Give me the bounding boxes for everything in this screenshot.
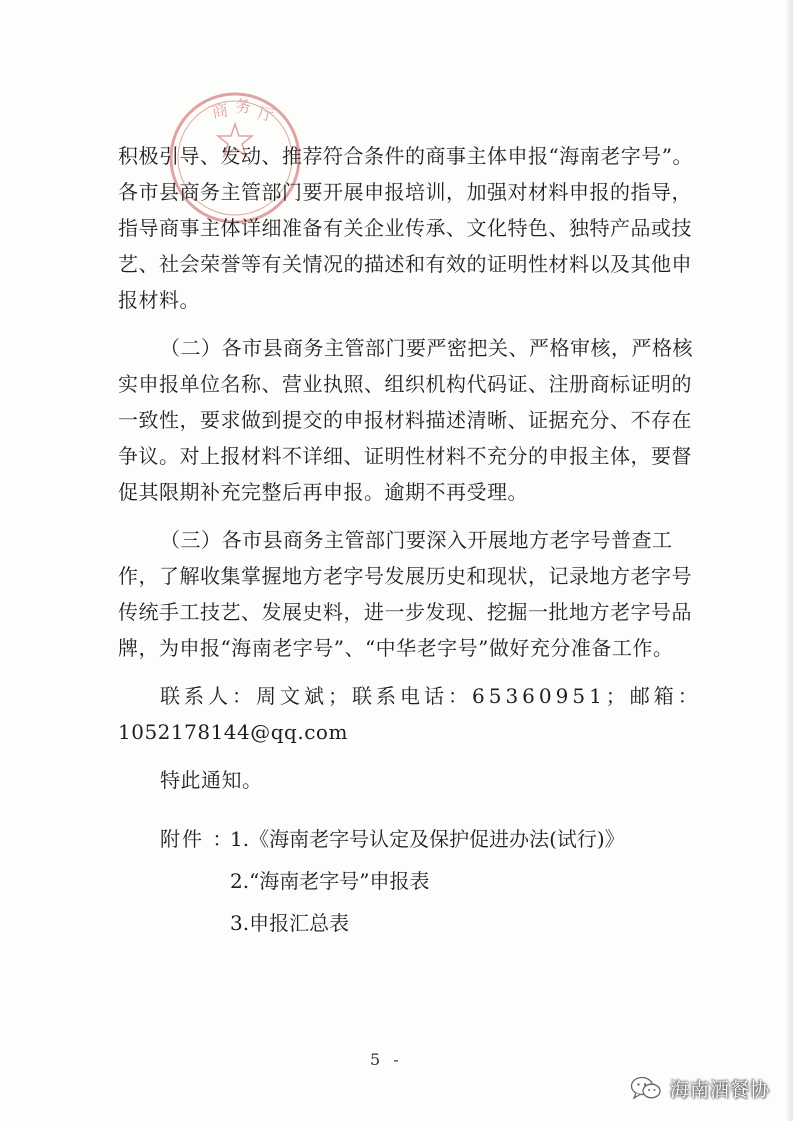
paragraph-line-section-2: （二）各市县商务主管部门要严密把关、严格审核，严格核 (160, 336, 693, 360)
page-number: 5 - (370, 1050, 403, 1069)
watermark-text: 海南酒餐协 (670, 1078, 771, 1101)
paragraph-line: 各市县商务主管部门要开展申报培训，加强对材料申报的指导， (118, 180, 692, 204)
attachment-row (160, 818, 720, 860)
paragraph-line: 实申报单位名称、营业执照、组织机构代码证、注册商标证明的 (118, 372, 692, 396)
paragraph-line: 传统手工技艺、发展史料，进一步发现、挖掘一批地方老字号品 (118, 600, 692, 624)
watermark (630, 1070, 770, 1106)
attachment-item: 2.“海南老字号”申报表 (230, 869, 430, 893)
attachment-item: 1.《海南老字号认定及保护促进办法(试行)》 (230, 827, 625, 851)
wechat-icon (630, 1075, 662, 1101)
svg-text:商: 商 (210, 100, 230, 122)
svg-text:务: 务 (235, 97, 252, 116)
scan-edge (787, 0, 793, 1121)
paragraph-line: 指导商事主体详细准备有关企业传承、文化特色、独特产品或技 (118, 216, 692, 240)
contact-email: 1052178144@qq.com (118, 720, 348, 744)
attachments-list (160, 818, 720, 944)
paragraph-line: 一致性，要求做到提交的申报材料描述清晰、证据充分、不存在 (118, 408, 692, 432)
paragraph-line: 作，了解收集掌握地方老字号发展历史和现状，记录地方老字号 (118, 564, 692, 588)
paragraph-line: 牌，为申报“海南老字号”、“中华老字号”做好充分准备工作。 (118, 636, 674, 660)
attachments-label: 附件 ： (160, 827, 235, 851)
contact-line: 联系人：周文斌；联系电话：65360951；邮箱： (160, 684, 702, 708)
notice-body (118, 138, 718, 798)
paragraph-line: 促其限期补充完整后再申报。逾期不再受理。 (118, 480, 528, 504)
paragraph-line-section-3: （三）各市县商务主管部门要深入开展地方老字号普查工 (160, 528, 673, 552)
paragraph-line: 艺、社会荣誉等有关情况的描述和有效的证明性材料以及其他申 (118, 252, 692, 276)
paragraph-line: 报材料。 (118, 288, 200, 312)
paragraph-line: 积极引导、发动、推荐符合条件的商事主体申报“海南老字号”。 (118, 144, 693, 168)
closing-line: 特此通知。 (160, 768, 263, 792)
attachment-item: 3.申报汇总表 (230, 911, 350, 935)
paragraph-line: 争议。对上报材料不详细、证明性材料不充分的申报主体，要督 (118, 444, 692, 468)
svg-text:厅: 厅 (256, 103, 276, 126)
